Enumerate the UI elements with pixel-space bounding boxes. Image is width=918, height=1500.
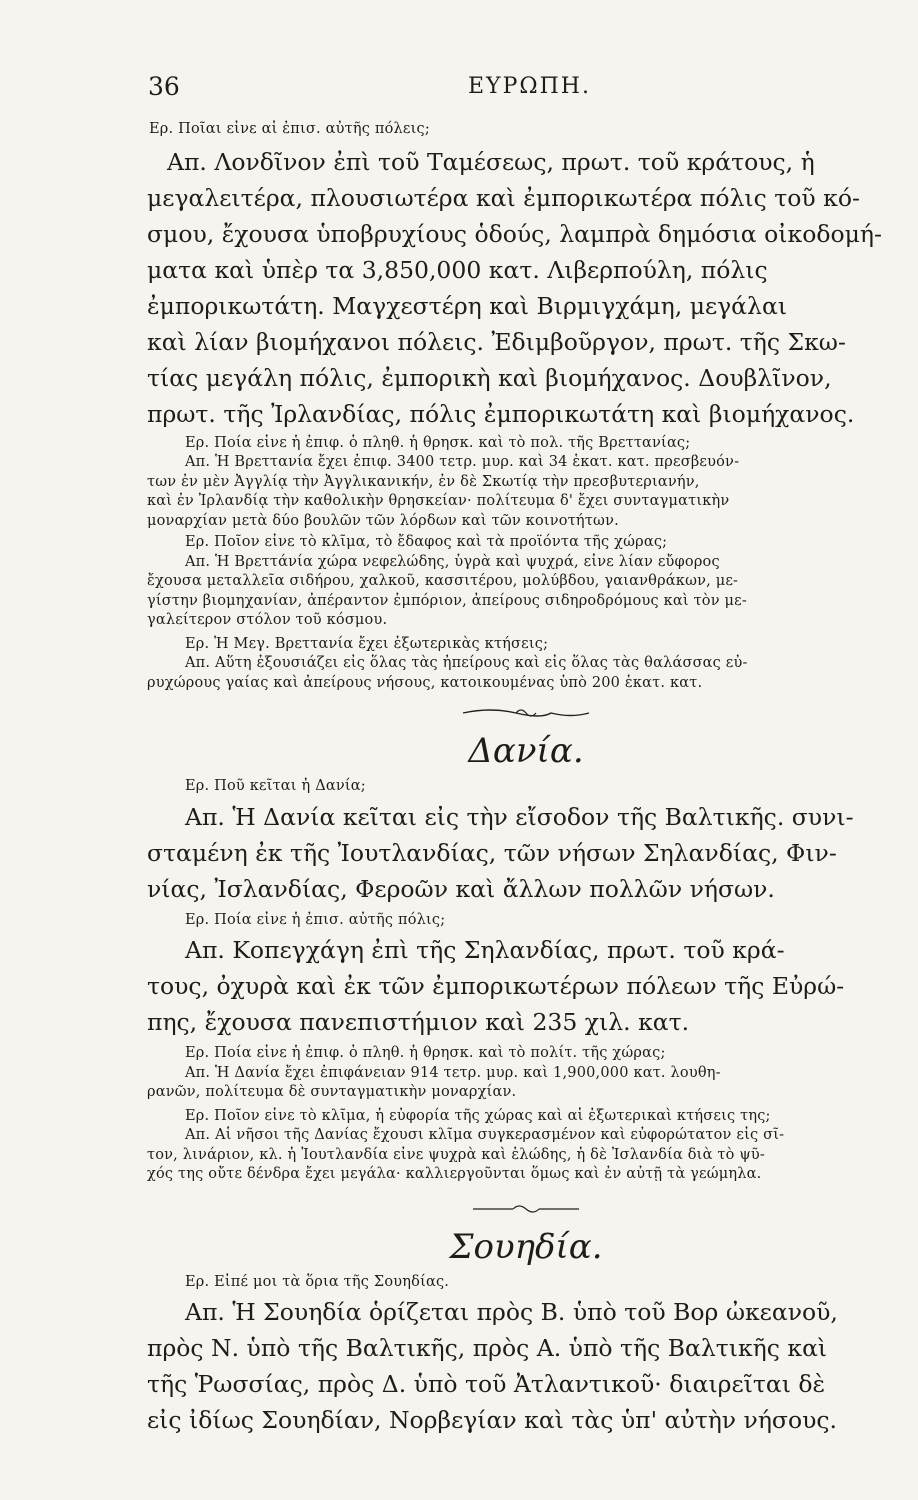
answer-line: Απ. Κοπεγχάγη ἐπὶ τῆς Σηλανδίας, πρωτ. τοῦ κρά- [185, 936, 785, 964]
answer-line: Απ. Αὕτη ἐξουσιάζει εἰς ὅλας τὰς ἠπείρους καὶ εἰς ὅλας τὰς θαλάσσας εὐ- [185, 655, 748, 671]
answer-line: Απ. Ἡ Δανία ἔχει ἐπιφάνειαν 914 τετρ. μυρ. καὶ 1,900,000 κατ. λουθη- [185, 1064, 721, 1081]
answer-line: ρανῶν, πολίτευμα δὲ συνταγματικὴν μοναρχίαν. [147, 1084, 517, 1100]
answer-paragraph [147, 799, 905, 907]
answer-line: τους, ὀχυρὰ καὶ ἐκ τῶν ἐμπορικωτέρων πόλεων τῆς Εὐρώ- [147, 972, 845, 1000]
answer-line: τίας μεγάλη πόλις, ἐμπορικὴ καὶ βιομήχανος. Δουβλῖνον, [147, 363, 832, 392]
answer-line: νίας, Ἰσλανδίας, Φεροῶν καὶ ἄλλων πολλῶν νήσων. [147, 874, 775, 903]
section-title-sweden: Σουηδία. [449, 1226, 603, 1267]
question: Ερ. Ποῦ κεῖται ἡ Δανία; [185, 778, 366, 794]
answer-paragraph [147, 1294, 905, 1438]
answer-line: Απ. Αἱ νῆσοι τῆς Δανίας ἔχουσι κλῖμα συγκερασμένον καὶ εὐφορώτατον εἰς σῖ- [185, 1127, 785, 1143]
question: Ερ. Ποία εἶνε ἡ ἐπισ. αὐτῆς πόλις; [185, 911, 446, 928]
answer-line: πρωτ. τῆς Ἰρλανδίας, πόλις ἐμπορικωτάτη καὶ βιομήχανος. [147, 399, 855, 428]
page-number: 36 [148, 72, 180, 101]
answer-line: πης, ἔχουσα πανεπιστήμιον καὶ 235 χιλ. κατ. [147, 1008, 690, 1036]
section-divider-ornament [147, 703, 905, 723]
section-divider-ornament [147, 1199, 905, 1219]
answer-paragraph [147, 1126, 905, 1185]
question: Ερ. Εἰπέ μοι τὰ ὅρια τῆς Σουηδίας. [185, 1273, 450, 1290]
answer-line: ἐμπορικωτάτη. Μαγχεστέρη καὶ Βιρμιγχάμη, μεγάλαι [147, 291, 788, 320]
answer-line: ματα καὶ ὑπὲρ τα 3,850,000 κατ. Λιβερπούλη, πόλις [147, 255, 768, 284]
answer-paragraph [147, 144, 905, 432]
answer-line: χός της οὔτε δένδρα ἔχει μεγάλα· καλλιεργοῦνται ὅμως καὶ ἐν αὐτῇ τὰ γεώμηλα. [147, 1166, 762, 1182]
section-title-denmark: Δανία. [468, 731, 584, 771]
answer-line: τῆς Ῥωσσίας, πρὸς Δ. ὑπὸ τοῦ Ἀτλαντικοῦ· διαιρεῖται δὲ [147, 1370, 826, 1398]
answer-line: τον, λινάριον, κλ. ἡ Ἰουτλανδία εἶνε ψυχρὰ καὶ ἑλώδης, ἡ δὲ Ἰσλανδία διὰ τὸ ψῦ- [147, 1146, 766, 1163]
answer-line: ἔχουσα μεταλλεῖα σιδήρου, χαλκοῦ, κασσιτέρου, μολύβδου, γαιανθράκων, με- [147, 573, 739, 589]
answer-paragraph [147, 453, 905, 531]
answer-line: των ἐν μὲν Ἀγγλίᾳ τὴν Ἀγγλικανικήν, ἐν δὲ Σκωτίᾳ τὴν πρεσβυτεριανήν, [147, 473, 700, 490]
answer-line: μεγαλειτέρα, πλουσιωτέρα καὶ ἐμπορικωτέρα πόλις τοῦ κό- [147, 183, 860, 212]
answer-line: μοναρχίαν μετὰ δύο βουλῶν τῶν λόρδων καὶ τῶν κοινοτήτων. [147, 512, 619, 529]
question: Ερ. Ἡ Μεγ. Βρεττανία ἔχει ἐξωτερικὰς κτήσεις; [185, 635, 549, 652]
question: Ερ. Ποῖον εἶνε τὸ κλῖμα, ἡ εὐφορία τῆς χώρας καὶ αἱ ἐξωτερικαὶ κτήσεις της; [185, 1107, 771, 1124]
answer-line: εἰς ἰδίως Σουηδίαν, Νορβεγίαν καὶ τὰς ὑπ' αὐτὴν νήσους. [147, 1406, 838, 1434]
ornament-icon [471, 1203, 581, 1215]
page-header [0, 68, 918, 108]
answer-line: Απ. Ἡ Βρεττανία ἔχει ἐπιφ. 3400 τετρ. μυρ. καὶ 34 ἑκατ. κατ. πρεσβευόν- [185, 454, 740, 470]
answer-line: Απ. Ἡ Δανία κεῖται εἰς τὴν εἴσοδον τῆς Βαλτικῆς. συνι- [185, 802, 854, 831]
answer-line: γίστην βιομηχανίαν, ἀπέραντον ἐμπόριον, ἀπείρους σιδηροδρόμους καὶ τὸν με- [147, 592, 747, 609]
question: Ερ. Ποῖον εἶνε τὸ κλῖμα, τὸ ἔδαφος καὶ τὰ προϊόντα τῆς χώρας; [185, 534, 668, 550]
answer-paragraph [147, 932, 905, 1040]
answer-line: Απ. Λονδῖνον ἐπὶ τοῦ Ταμέσεως, πρωτ. τοῦ κράτους, ἡ [167, 147, 815, 176]
question: Ερ. Ποῖαι εἶνε αἱ ἐπισ. αὐτῆς πόλεις; [149, 121, 430, 137]
answer-line: γαλείτερον στόλον τοῦ κόσμου. [147, 612, 388, 628]
answer-line: σταμένη ἐκ τῆς Ἰουτλανδίας, τῶν νήσων Σηλανδίας, Φιν- [147, 838, 837, 867]
running-title: ΕΥΡΩΠΗ. [468, 74, 591, 99]
question: Ερ. Ποία εἶνε ἡ ἐπιφ. ὁ πληθ. ἡ θρησκ. καὶ τὸ πολ. τῆς Βρεττανίας; [185, 434, 691, 451]
answer-line: πρὸς Ν. ὑπὸ τῆς Βαλτικῆς, πρὸς Α. ὑπὸ τῆς Βαλτικῆς καὶ [147, 1334, 828, 1362]
answer-line: Απ. Ἡ Βρεττάνία χώρα νεφελώδης, ὑγρὰ καὶ ψυχρά, εἶνε λίαν εὔφορος [185, 553, 720, 570]
answer-paragraph [147, 654, 905, 693]
ornament-icon [461, 706, 591, 720]
answer-line: ρυχώρους γαίας καὶ ἀπείρους νήσους, κατοικουμένας ὑπὸ 200 ἑκατ. κατ. [147, 674, 703, 691]
answer-line: σμου, ἔχουσα ὑποβρυχίους ὁδούς, λαμπρὰ δημόσια οἰκοδομή- [147, 219, 882, 248]
answer-line: Απ. Ἡ Σουηδία ὁρίζεται πρὸς Β. ὑπὸ τοῦ Βορ ὠκεανοῦ, [185, 1298, 838, 1326]
answer-line: καὶ λίαν βιομήχανοι πόλεις. Ἐδιμβοῦργον, πρωτ. τῆς Σκω- [147, 327, 846, 356]
question: Ερ. Ποία εἶνε ἡ ἐπιφ. ὁ πληθ. ἡ θρησκ. καὶ τὸ πολίτ. τῆς χώρας; [185, 1045, 666, 1061]
answer-line: καὶ ἐν Ἰρλανδίᾳ τὴν καθολικὴν θρησκείαν· πολίτευμα δ' ἔχει συνταγματικὴν [147, 493, 730, 509]
page-body [147, 120, 905, 1438]
answer-paragraph [147, 553, 905, 631]
answer-paragraph [147, 1064, 905, 1103]
